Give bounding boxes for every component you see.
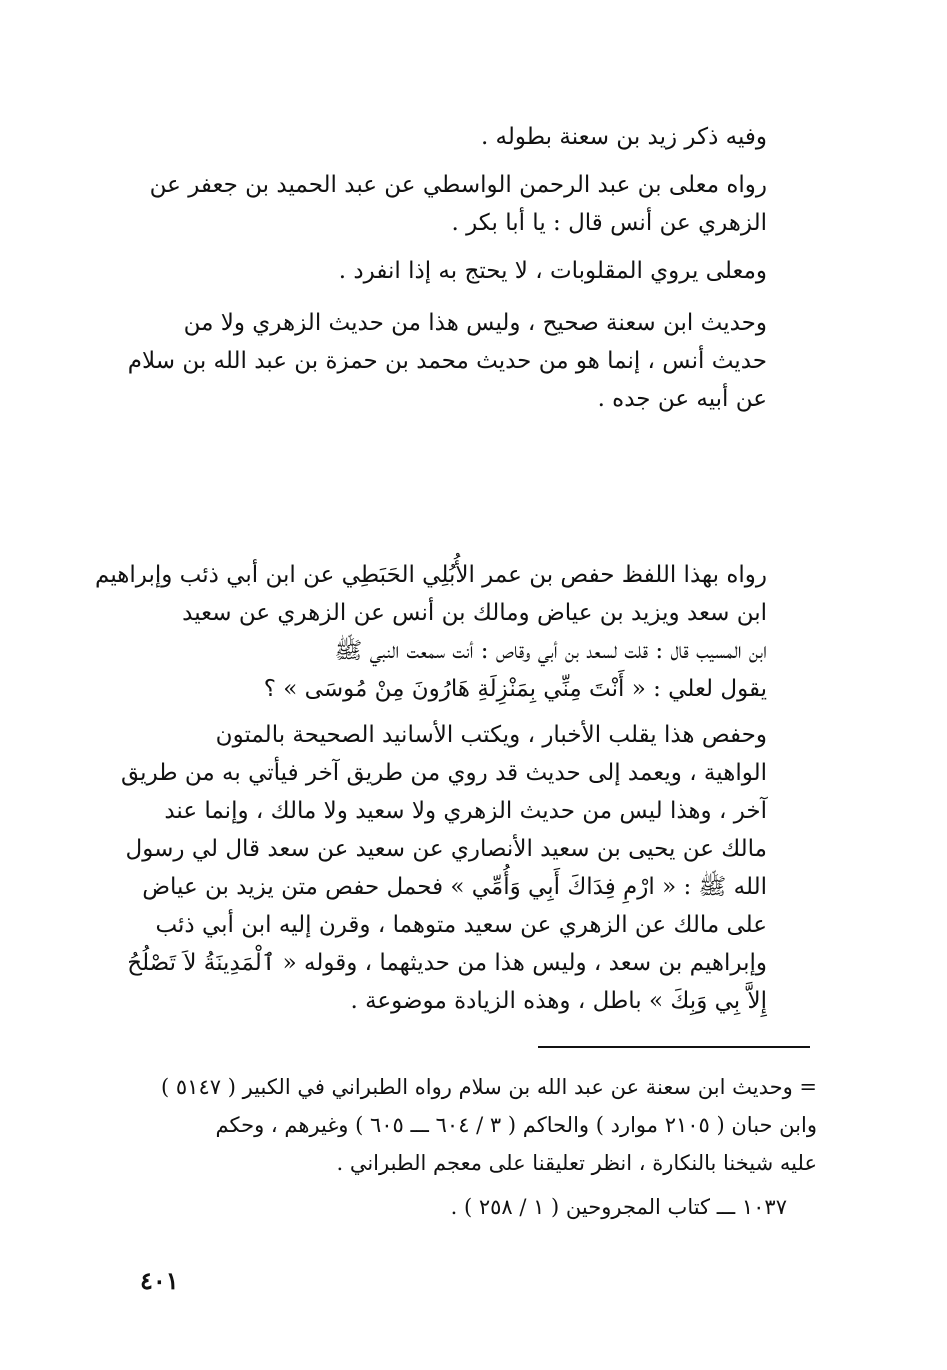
- footnote-line: عليه شيخنا بالنكارة ، انظر تعليقنا على معجم الطبراني .: [336, 1151, 817, 1175]
- text-line: ابن المسيب قال : قلت لسعد بن أبي وقاص : أنت سمعت النبي ﷺ: [334, 638, 767, 664]
- text-line: وإبراهيم بن سعد ، وليس هذا من حديثهما ، وقوله « ٱلْمَدِينَةُ لاَ تَصْلُحُ: [127, 950, 767, 976]
- footnote-line: وابن حبان ( ٢١٠٥ موارد ) والحاكم ( ٣ / ٦٠٤ ـــ ٦٠٥ ) وغيرهم ، وحكم: [215, 1113, 817, 1137]
- text-line: على مالك عن الزهري عن سعيد متوهما ، وقرن إليه ابن أبي ذئب: [155, 912, 767, 938]
- text-line: حديث أنس ، إنما هو من حديث محمد بن حمزة بن عبد الله بن سلام: [127, 348, 767, 374]
- text-line: إِلاَّ بِي وَبِكَ » باطل ، وهذه الزيادة موضوعة .: [350, 988, 767, 1014]
- page-number: ٤٠١: [140, 1266, 179, 1295]
- text-line: الزهري عن أنس قال : يا أبا بكر .: [451, 210, 767, 236]
- text-line: مالك عن يحيى بن سعيد الأنصاري عن سعيد عن سعد قال لي رسول: [125, 836, 767, 862]
- paragraph-hafs-narration: [95, 556, 767, 708]
- paragraph-mualla-criticism: [167, 252, 767, 290]
- text-line: الواهية ، ويعمد إلى حديث قد روي من طريق آخر فيأتي به من طريق: [121, 760, 767, 786]
- paragraph-zayd-mention: [167, 118, 767, 156]
- paragraph-ibn-sana-hadith: [127, 304, 767, 418]
- text-line: وحفص هذا يقلب الأخبار ، ويكتب الأسانيد الصحيحة بالمتون: [215, 722, 767, 748]
- text-line: آخر ، وهذا ليس من حديث الزهري ولا سعيد ولا مالك ، وإنما عند: [164, 798, 767, 824]
- text-line: رواه بهذا اللفظ حفص بن عمر الأُبُلِي الحَبَطِي عن ابن أبي ذئب وإبراهيم: [95, 562, 767, 588]
- footnote-line: = وحديث ابن سعنة عن عبد الله بن سلام رواه الطبراني في الكبير ( ٥١٤٧ ): [161, 1075, 817, 1099]
- paragraph-narration-mualla: [149, 166, 767, 242]
- footnote-1037: [167, 1188, 787, 1226]
- text-line: رواه معلى بن عبد الرحمن الواسطي عن عبد الحميد بن جعفر عن: [149, 172, 767, 198]
- text-line: ومعلى يروي المقلوبات ، لا يحتج به إذا انفرد .: [338, 258, 767, 284]
- text-line: ابن سعد ويزيد بن عياض ومالك بن أنس عن الزهري عن سعيد: [182, 600, 767, 626]
- text-line: يقول لعلي : « أَنْتَ مِنِّي بِمَنْزِلَةِ هَارُونَ مِنْ مُوسَى » ؟: [263, 676, 767, 702]
- text-line: وفيه ذكر زيد بن سعنة بطوله .: [480, 124, 767, 150]
- footnote-line: ١٠٣٧ ـــ كتاب المجروحين ( ١ / ٢٥٨ ) .: [450, 1195, 787, 1219]
- footnote-continued: [127, 1068, 817, 1182]
- text-line: الله ﷺ : « ارْمِ فِدَاكَ أَبِي وَأُمِّي » فحمل حفص متن يزيد بن عياض: [142, 874, 767, 900]
- text-line: عن أبيه عن جده .: [597, 386, 767, 412]
- paragraph-hafs-criticism: [121, 716, 767, 1020]
- text-line: وحديث ابن سعنة صحيح ، وليس هذا من حديث الزهري ولا من: [183, 310, 767, 336]
- footnote-separator: [538, 1046, 810, 1048]
